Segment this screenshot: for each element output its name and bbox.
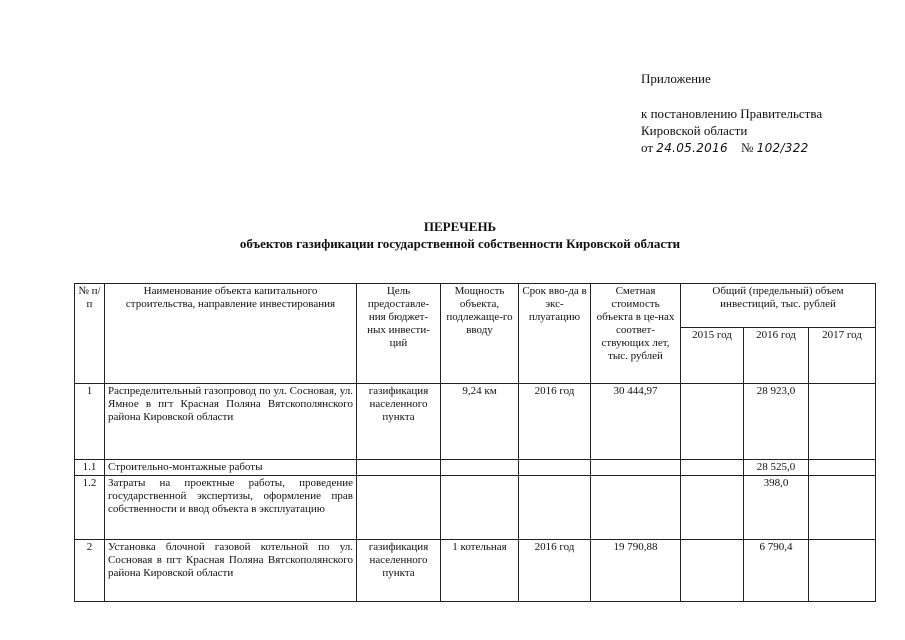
row-purpose (357, 460, 441, 476)
header-term: Срок вво-да в экс-плуатацию (519, 284, 591, 384)
row-capacity (441, 460, 519, 476)
row-term (519, 476, 591, 540)
row-cost: 30 444,97 (591, 384, 681, 460)
appendix-block (641, 70, 822, 157)
row-cost: 19 790,88 (591, 540, 681, 602)
row-2017 (809, 460, 876, 476)
header-cost: Сметная стоимость объекта в це-нах соответ-ствующих лет, тыс. рублей (591, 284, 681, 384)
row-purpose (357, 476, 441, 540)
row-2017 (809, 476, 876, 540)
header-year-2016: 2016 год (744, 328, 809, 384)
handwritten-date: 24.05.2016 (656, 141, 728, 155)
row-name: Затраты на проектные работы, проведение государственной экспертизы, оформление прав собственности и ввод объекта в эксплуатацию (105, 476, 357, 540)
gasification-objects-table (74, 283, 876, 602)
header-name: Наименование объекта капитального строительства, направление инвестирования (105, 284, 357, 384)
row-term: 2016 год (519, 384, 591, 460)
table-row (75, 384, 876, 460)
document-subtitle: объектов газификации государственной собственности Кировской области (239, 236, 681, 251)
appendix-label: Приложение (641, 71, 711, 86)
row-name: Распределительный газопровод по ул. Сосновая, ул. Ямное в пгт Красная Поляна Вятскополянского района Кировской области (105, 384, 357, 460)
row-2016: 28 525,0 (744, 460, 809, 476)
row-purpose: газификация населенного пункта (357, 384, 441, 460)
row-cost (591, 460, 681, 476)
appendix-region-line: Кировской области (641, 123, 748, 138)
row-num: 1.1 (75, 460, 105, 476)
appendix-decree-line: к постановлению Правительства (641, 106, 823, 121)
handwritten-number: 102/322 (756, 141, 809, 155)
header-investment: Общий (предельный) объем инвестиций, тыс. рублей (681, 284, 876, 328)
row-name: Установка блочной газовой котельной по ул. Сосновая в пгт Красная Поляна Вятскополянского района Кировской области (105, 540, 357, 602)
header-year-2015: 2015 год (681, 328, 744, 384)
row-num: 2 (75, 540, 105, 602)
row-capacity: 9,24 км (441, 384, 519, 460)
row-num: 1.2 (75, 476, 105, 540)
row-name: Строительно-монтажные работы (105, 460, 357, 476)
date-prefix: от (641, 140, 654, 155)
header-purpose: Цель предоставле-ния бюджет-ных инвести-ций (357, 284, 441, 384)
row-capacity (441, 476, 519, 540)
row-2017 (809, 384, 876, 460)
row-purpose: газификация населенного пункта (357, 540, 441, 602)
row-term: 2016 год (519, 540, 591, 602)
row-num: 1 (75, 384, 105, 460)
row-2015 (681, 384, 744, 460)
row-capacity: 1 котельная (441, 540, 519, 602)
row-2017 (809, 540, 876, 602)
row-term (519, 460, 591, 476)
document-heading (80, 218, 840, 252)
table-row (75, 460, 876, 476)
row-cost (591, 476, 681, 540)
header-capacity: Мощность объекта, подлежащe-го вводу (441, 284, 519, 384)
row-2015 (681, 476, 744, 540)
document-title: ПЕРЕЧЕНЬ (423, 219, 497, 234)
header-year-2017: 2017 год (809, 328, 876, 384)
number-prefix: № (740, 140, 754, 155)
row-2016: 28 923,0 (744, 384, 809, 460)
appendix-date-line (641, 139, 822, 157)
table-row (75, 540, 876, 602)
row-2016: 398,0 (744, 476, 809, 540)
row-2015 (681, 460, 744, 476)
row-2015 (681, 540, 744, 602)
table-row (75, 476, 876, 540)
header-num: № п/п (75, 284, 105, 384)
row-2016: 6 790,4 (744, 540, 809, 602)
